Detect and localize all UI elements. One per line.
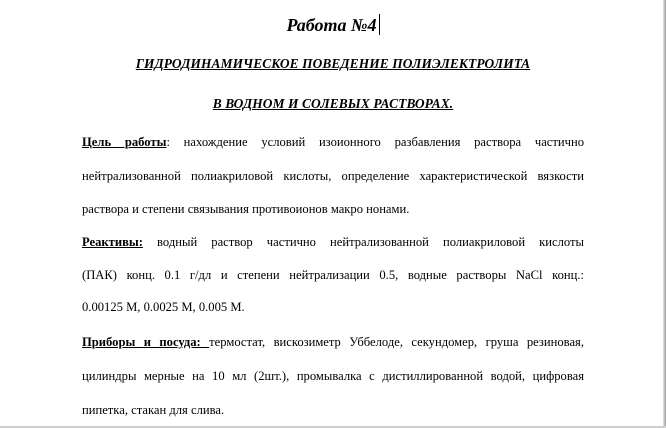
equipment-line-1	[82, 334, 584, 350]
goal-line-2: нейтрализованной полиакриловой кислоты, определение характеристической вязкости	[82, 169, 584, 183]
goal-text-1: : нахождение условий изоионного разбавления раствора частично	[166, 135, 585, 149]
goal-line-3: раствора и степени связывания противоионов макро нонами.	[82, 202, 410, 216]
heading-line-1: ГИДРОДИНАМИЧЕСКОЕ ПОВЕДЕНИЕ ПОЛИЭЛЕКТРОЛИТА	[135, 56, 531, 71]
heading-line-2: В ВОДНОМ И СОЛЕВЫХ РАСТВОРАХ.	[212, 96, 454, 111]
equipment-label: Приборы и посуда:	[82, 335, 210, 349]
goal-line-1	[82, 134, 584, 150]
reagents-line-1	[82, 234, 584, 250]
equipment-line-3: пипетка, стакан для слива.	[82, 403, 225, 417]
reagents-text-1: водный раствор частично нейтрализованной полиакриловой кислоты	[142, 235, 584, 249]
reagents-label: Реактивы:	[82, 235, 143, 249]
reagents-line-3: 0.00125 М, 0.0025 М, 0.005 М.	[82, 300, 245, 314]
work-title-text: Работа №4	[286, 15, 377, 35]
equipment-line-2: цилиндры мерные на 10 мл (2шт.), промывалка с дистиллированной водой, цифровая	[82, 369, 584, 383]
work-title	[0, 14, 666, 36]
goal-label: Цель работы	[82, 135, 167, 149]
text-cursor	[379, 14, 380, 35]
equipment-text-1: термостат, вискозиметр Уббелоде, секундомер, груша резиновая,	[209, 335, 584, 349]
reagents-line-2: (ПАК) конц. 0.1 г/дл и степени нейтрализации 0.5, водные растворы NaCl конц.:	[82, 268, 584, 282]
